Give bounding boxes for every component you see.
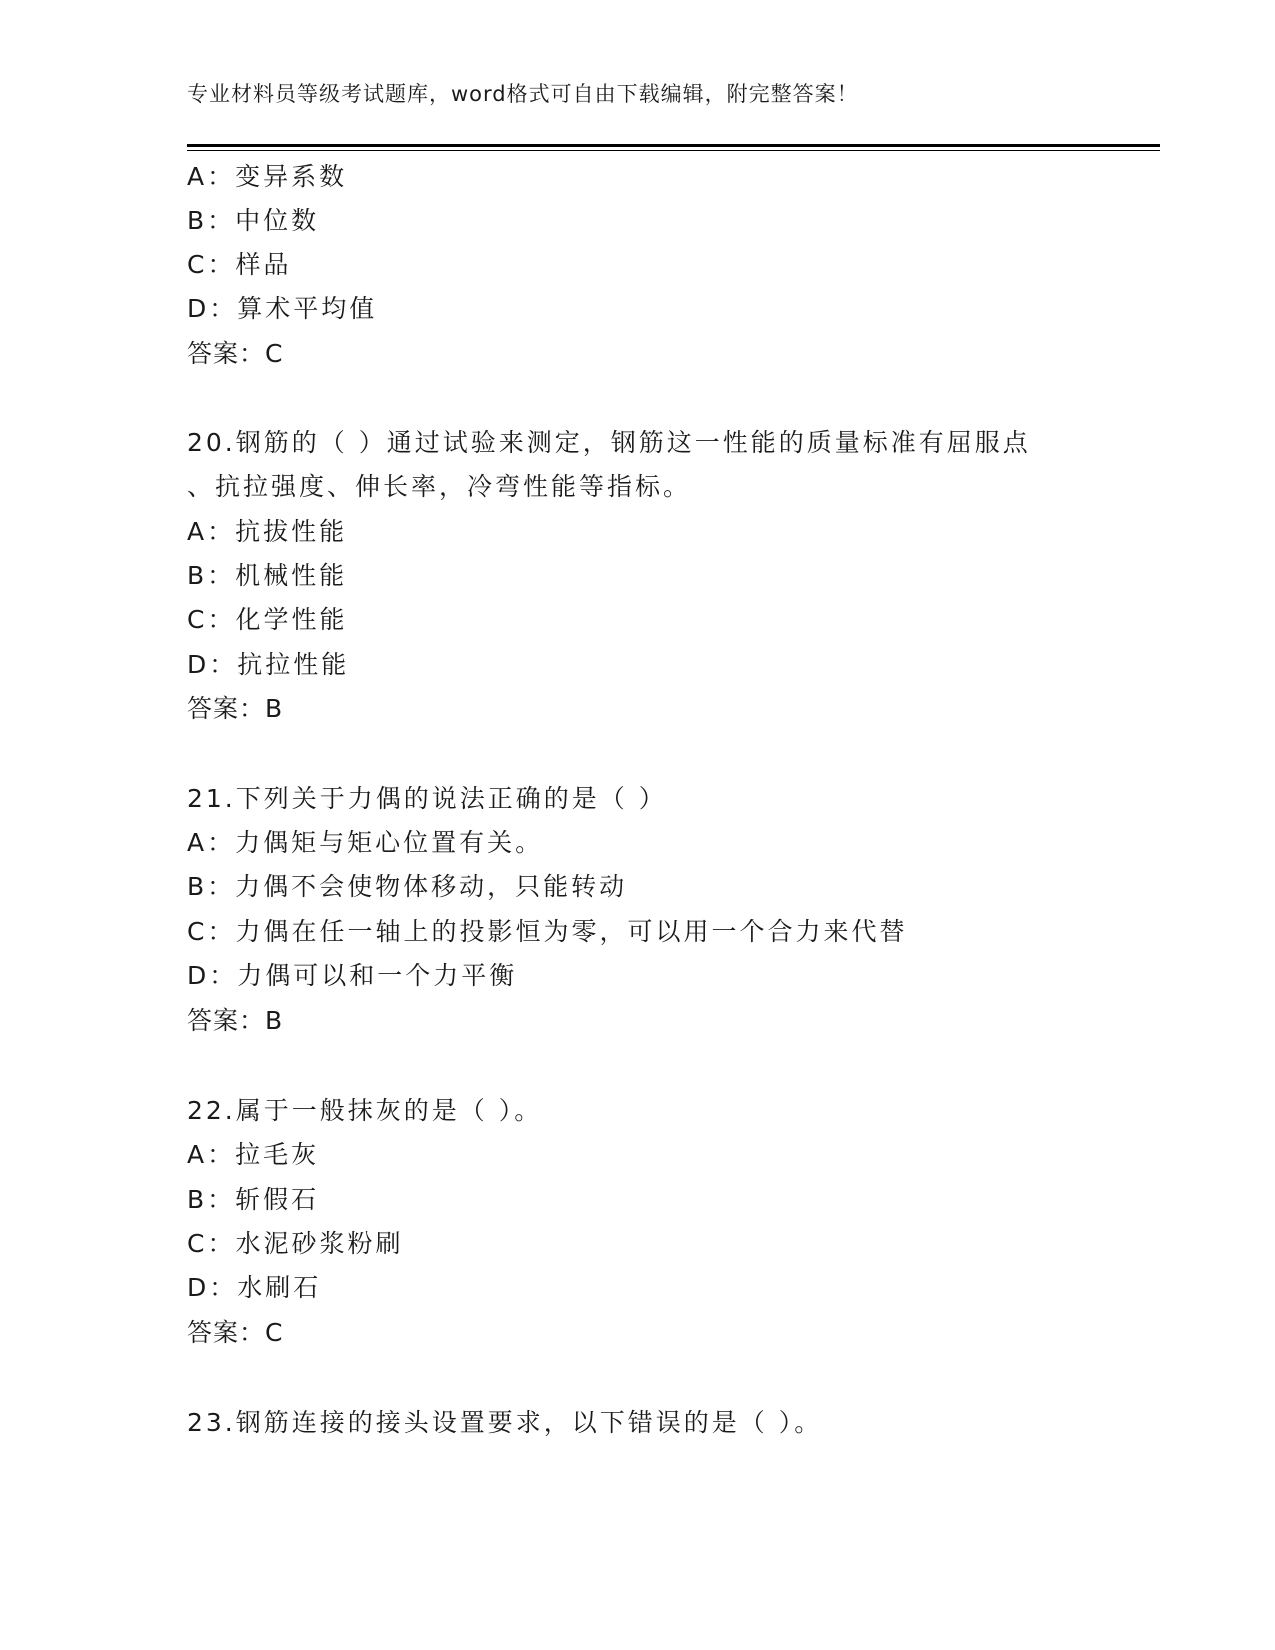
q22-stem: 22.属于一般抹灰的是（ ）。 bbox=[187, 1096, 543, 1125]
q20-stem-line-1: 20.钢筋的（ ）通过试验来测定，钢筋这一性能的质量标准有屈服点 bbox=[187, 428, 1031, 457]
prev-question-option-d: D：算术平均值 bbox=[187, 294, 378, 323]
q21-stem: 21.下列关于力偶的说法正确的是（ ） bbox=[187, 784, 667, 813]
q22-option-d: D：水刷石 bbox=[187, 1273, 322, 1302]
page-header: 专业材料员等级考试题库，word格式可自由下载编辑，附完整答案！ bbox=[187, 82, 859, 106]
q20-option-c: C：化学性能 bbox=[187, 605, 348, 634]
header-divider-thick bbox=[187, 144, 1160, 147]
q21-option-b: B：力偶不会使物体移动，只能转动 bbox=[187, 872, 628, 901]
q20-option-d: D：抗拉性能 bbox=[187, 650, 350, 679]
prev-question-answer: 答案：C bbox=[187, 339, 284, 368]
q22-option-b: B：斩假石 bbox=[187, 1185, 320, 1214]
q20-option-b: B：机械性能 bbox=[187, 561, 348, 590]
header-divider-thin bbox=[187, 150, 1160, 151]
q22-option-a: A：拉毛灰 bbox=[187, 1140, 320, 1169]
q20-option-a: A：抗拔性能 bbox=[187, 517, 348, 546]
prev-question-option-c: C：样品 bbox=[187, 250, 292, 279]
q21-option-d: D：力偶可以和一个力平衡 bbox=[187, 961, 518, 990]
q20-answer: 答案：B bbox=[187, 694, 284, 723]
q21-answer: 答案：B bbox=[187, 1006, 284, 1035]
q23-stem: 23.钢筋连接的接头设置要求，以下错误的是（ ）。 bbox=[187, 1408, 823, 1437]
q21-option-a: A：力偶矩与矩心位置有关。 bbox=[187, 828, 544, 857]
prev-question-option-b: B：中位数 bbox=[187, 206, 320, 235]
prev-question-option-a: A：变异系数 bbox=[187, 162, 348, 191]
q22-answer: 答案：C bbox=[187, 1318, 284, 1347]
q21-option-c: C：力偶在任一轴上的投影恒为零，可以用一个合力来代替 bbox=[187, 917, 908, 946]
q22-option-c: C：水泥砂浆粉刷 bbox=[187, 1229, 404, 1258]
q20-stem-line-2: 、抗拉强度、伸长率，冷弯性能等指标。 bbox=[187, 472, 692, 501]
